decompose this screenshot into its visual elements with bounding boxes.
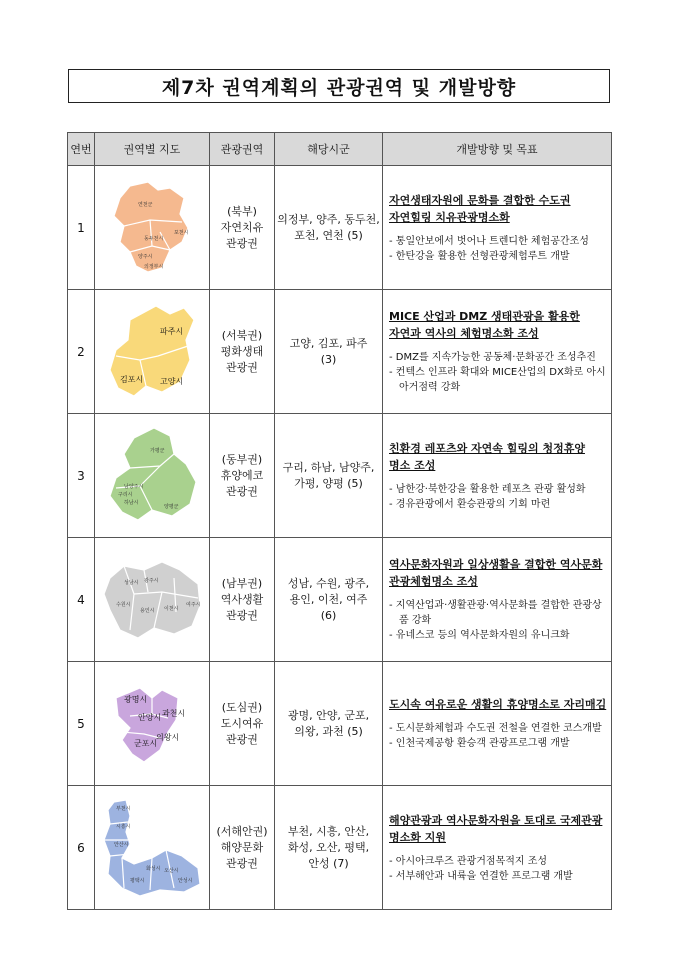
row-number: 3 (68, 414, 95, 538)
cities-line: 구리, 하남, 남양주, (282, 460, 375, 474)
map-district-label: 화성시 (146, 865, 161, 872)
goal-title (389, 696, 607, 713)
goal-item: - 지역산업과·생활관광·역사문화를 결합한 관광상품 강화 (389, 600, 602, 626)
map-district-label: 부천시 (116, 805, 131, 812)
development-goal (383, 538, 612, 662)
goal-title (389, 192, 607, 226)
region-map-cell (95, 290, 210, 414)
table-row (68, 786, 612, 910)
map-district-label: 이천시 (164, 605, 179, 612)
cities-line: 용인, 이천, 여주 (289, 592, 368, 606)
map-district-label: 군포시 (134, 738, 158, 748)
map-district-label: 평택시 (130, 877, 145, 884)
zone-line: 관광권 (226, 360, 258, 374)
cities (275, 538, 383, 662)
map-district-label: 안성시 (178, 877, 193, 884)
header-goals: 개발방향 및 목표 (383, 133, 612, 166)
cities (275, 662, 383, 786)
region-map-cell (95, 662, 210, 786)
header-cities: 해당시군 (275, 133, 383, 166)
goal-title-line: MICE 산업과 DMZ 생태관광을 활용한 (389, 310, 580, 323)
zone-line: 해양문화 (220, 840, 264, 854)
map-district-label: 안산시 (114, 841, 129, 848)
goal-title-line: 친환경 레포츠와 자연속 힐링의 청정휴양 (389, 441, 585, 455)
table-body (68, 166, 612, 910)
development-goal (383, 166, 612, 290)
goal-item: - 서부해안과 내륙을 연결한 프로그램 개발 (389, 870, 573, 882)
goal-title-line: 관광체험명소 조성 (389, 575, 478, 588)
goal-title (389, 812, 607, 846)
cities-line: (3) (320, 352, 337, 366)
map-district-label: 연천군 (138, 201, 153, 208)
map-district-label: 파주시 (160, 326, 184, 336)
cities-line: 의왕, 과천 (5) (294, 724, 363, 738)
zone-line: 관광권 (226, 236, 258, 250)
cities-line: 화성, 오산, 평택, (287, 840, 370, 854)
cities-line: 고양, 김포, 파주 (289, 336, 368, 350)
zone-line: (북부) (227, 204, 257, 218)
development-goal (383, 662, 612, 786)
goal-item: - 인천국제공항 환승객 관광프로그램 개발 (389, 738, 570, 749)
goal-title-line: 역사문화자원과 일상생활을 결합한 역사문화 (389, 558, 603, 571)
development-goal (383, 414, 612, 538)
zone-line: 자연치유 (220, 220, 264, 234)
region-map (98, 796, 206, 900)
map-district-label: 오산시 (164, 867, 179, 874)
goal-item: - 통일안보에서 벗어나 트렌디한 체험공간조성 (389, 235, 589, 247)
table-row (68, 166, 612, 290)
cities-line: (6) (320, 608, 337, 622)
map-district-label: 여주시 (186, 601, 201, 608)
header-zone: 관광권역 (210, 133, 275, 166)
zone-line: 관광권 (226, 608, 258, 622)
goal-item: - 도시문화체험과 수도권 전철을 연결한 코스개발 (389, 723, 602, 734)
goal-title (389, 556, 607, 590)
cities (275, 414, 383, 538)
map-district-label: 고양시 (160, 376, 184, 386)
cities-line: 포천, 연천 (5) (294, 228, 363, 242)
goal-title (389, 308, 607, 342)
table-row (68, 662, 612, 786)
zone-line: 관광권 (226, 856, 258, 870)
cities-line: 의정부, 양주, 동두천, (277, 212, 380, 226)
map-district-label: 포천시 (174, 229, 189, 236)
tourism-zone (210, 786, 275, 910)
zone-line: (남부권) (221, 576, 263, 590)
table-row (68, 414, 612, 538)
map-district-label: 시흥시 (116, 823, 131, 830)
map-district-label: 안양시 (138, 712, 162, 722)
tourism-zone (210, 662, 275, 786)
map-district-label: 양평군 (164, 503, 179, 510)
goal-item: - 유네스코 등의 역사문화자원의 유니크화 (389, 630, 570, 641)
goal-item: - 한탄강을 활용한 선형관광체험루트 개발 (389, 250, 570, 262)
map-district-label: 과천시 (162, 708, 186, 718)
table-header-row (68, 133, 612, 166)
zone-line: 도시여유 (220, 716, 264, 730)
region-map (98, 672, 206, 776)
cities (275, 786, 383, 910)
region-map (98, 424, 206, 528)
goal-title-line: 해양관광과 역사문화자원을 토대로 국제관광 (389, 813, 603, 827)
cities-line: 성남, 수원, 광주, (287, 576, 370, 590)
development-goal (383, 290, 612, 414)
map-district-label: 하남시 (124, 499, 139, 506)
tourism-zone (210, 414, 275, 538)
map-district-label: 가평군 (150, 447, 165, 454)
cities-line: 안성 (7) (308, 856, 349, 870)
page-title: 제7차 권역계획의 관광권역 및 개발방향 (161, 76, 517, 99)
map-district-label: 의왕시 (156, 732, 180, 742)
region-map (98, 300, 206, 404)
map-district-label: 남양주시 (124, 483, 144, 490)
tourism-zone (210, 538, 275, 662)
map-district-label: 용인시 (140, 607, 155, 614)
map-district-label: 성남시 (124, 579, 139, 586)
row-number: 4 (68, 538, 95, 662)
zone-line: (도심권) (221, 700, 263, 714)
goal-item: - 아시아크루즈 관광거점목적지 조성 (389, 855, 548, 867)
row-number: 2 (68, 290, 95, 414)
cities (275, 166, 383, 290)
map-district-label: 양주시 (138, 253, 153, 260)
zone-line: 역사생활 (220, 592, 264, 606)
goal-title-line: 자연생태자원에 문화를 결합한 수도권 (389, 193, 571, 207)
goal-title-line: 도시속 여유로운 생활의 휴양명소로 자리매김 (389, 698, 607, 711)
goal-title (389, 440, 607, 474)
map-district-label: 의정부시 (144, 263, 164, 270)
cities-line: 가평, 양평 (5) (294, 476, 363, 490)
cities-line: 부천, 시흥, 안산, (287, 824, 370, 838)
map-district-label: 동두천시 (144, 235, 164, 242)
region-map (98, 176, 206, 280)
map-district-label: 수원시 (116, 601, 131, 608)
table-row (68, 538, 612, 662)
goal-item: - 경유관광에서 환승관광의 기회 마련 (389, 498, 551, 510)
map-district-label: 광주시 (144, 577, 159, 584)
region-map-cell (95, 166, 210, 290)
zone-line: 휴양에코 (220, 468, 264, 482)
goal-title-line: 명소 조성 (389, 458, 436, 472)
zone-line: 관광권 (226, 484, 258, 498)
tourism-zone (210, 290, 275, 414)
row-number: 5 (68, 662, 95, 786)
header-no: 연번 (68, 133, 95, 166)
tourism-zone (210, 166, 275, 290)
zone-line: 평화생태 (220, 344, 264, 358)
zone-line: (서해안권) (216, 824, 268, 838)
table-row (68, 290, 612, 414)
development-goal (383, 786, 612, 910)
cities (275, 290, 383, 414)
goal-item: - 컨텍스 인프라 확대와 MICE산업의 DX화로 아시아거점력 강화 (389, 367, 606, 393)
region-shape (104, 562, 200, 638)
tourism-zone-table (67, 132, 612, 910)
region-map-cell (95, 414, 210, 538)
goal-title-line: 자연과 역사의 체험명소화 조성 (389, 327, 539, 340)
map-district-label: 김포시 (120, 374, 144, 384)
cities-line: 광명, 안양, 군포, (287, 708, 370, 722)
row-number: 1 (68, 166, 95, 290)
header-map: 권역별 지도 (95, 133, 210, 166)
region-map (98, 548, 206, 652)
goal-item: - DMZ를 지속가능한 공동체·문화공간 조성추진 (389, 352, 596, 363)
row-number: 6 (68, 786, 95, 910)
goal-title-line: 자연힐링 치유관광명소화 (389, 210, 510, 224)
zone-line: (동부권) (221, 452, 263, 466)
zone-line: 관광권 (226, 732, 258, 746)
zone-line: (서북권) (221, 328, 263, 342)
goal-title-line: 명소화 지원 (389, 830, 446, 844)
map-district-label: 광명시 (124, 694, 148, 704)
map-district-label: 구리시 (118, 491, 133, 498)
region-shape (110, 428, 196, 520)
region-map-cell (95, 786, 210, 910)
region-map-cell (95, 538, 210, 662)
title-box (68, 69, 610, 103)
goal-item: - 남한강·북한강을 활용한 레포츠 관광 활성화 (389, 483, 586, 495)
